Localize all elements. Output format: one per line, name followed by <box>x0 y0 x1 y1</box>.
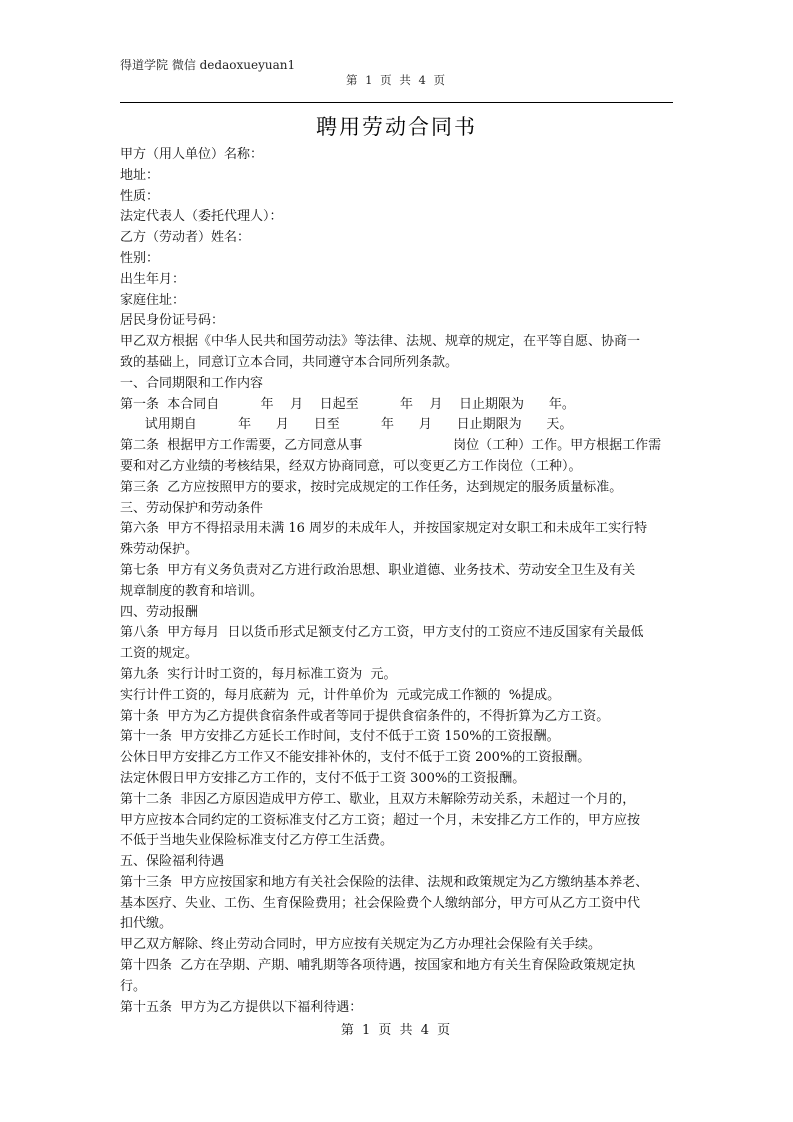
field-employee-id-number: 居民身份证号码： <box>120 313 225 329</box>
article-line: 甲乙双方解除、终止劳动合同时，甲方应按有关规定为乙方办理社会保险有关手续。 <box>120 937 602 953</box>
section-heading: 四、劳动报酬 <box>120 604 199 620</box>
article-line: 要和对乙方业绩的考核结果，经双方协商同意，可以变更乙方工作岗位（工种）。 <box>120 458 582 474</box>
field-employer-nature: 性质： <box>120 188 160 204</box>
article-line: 第九条 实行计时工资的，每月标准工资为 元。 <box>120 666 397 682</box>
article-line: 第八条 甲方每月 日以货币形式足额支付乙方工资，甲方支付的工资应不违反国家有关最低 <box>120 625 644 641</box>
document-title: 聘用劳动合同书 <box>316 115 477 139</box>
field-employee-home-address: 家庭住址： <box>120 292 186 308</box>
article-line: 第三条 乙方应按照甲方的要求，按时完成规定的工作任务，达到规定的服务质量标准。 <box>120 479 623 495</box>
article-line: 基本医疗、失业、工伤、生育保险费用；社会保险费个人缴纳部分，甲方可从乙方工资中代 <box>120 895 641 911</box>
article-line: 第十条 甲方为乙方提供食宿条件或者等同于提供食宿条件的，不得折算为乙方工资。 <box>120 708 610 724</box>
article-line: 法定休假日甲方安排乙方工作的，支付不低于工资 300%的工资报酬。 <box>120 770 526 786</box>
article-line: 第七条 甲方有义务负责对乙方进行政治思想、职业道德、业务技术、劳动安全卫生及有关 <box>120 562 636 578</box>
section-heading: 五、保险福利待遇 <box>120 854 225 870</box>
article-line: 第十四条 乙方在孕期、产期、哺乳期等各项待遇，按国家和地方有关生育保险政策规定执 <box>120 958 636 974</box>
article-line: 第二条 根据甲方工作需要，乙方同意从事 岗位（工种）工作。甲方根据工作需 <box>120 438 662 454</box>
article-line: 扣代缴。 <box>120 916 173 932</box>
document-body <box>120 145 676 1018</box>
section-heading: 三、劳动保护和劳动条件 <box>120 500 264 516</box>
page-header-indicator: 第 1 页 共 4 页 <box>346 73 447 87</box>
preamble-line: 甲乙双方根据《中华人民共和国劳动法》等法律、法规、规章的规定，在平等自愿、协商一 <box>120 334 641 350</box>
article-line: 甲方应按本合同约定的工资标准支付乙方工资；超过一个月，未安排乙方工作的，甲方应按 <box>120 812 641 828</box>
section-heading: 一、合同期限和工作内容 <box>120 375 264 391</box>
field-legal-representative: 法定代表人（委托代理人）： <box>120 209 283 225</box>
field-employee-birthdate: 出生年月： <box>120 271 186 287</box>
preamble-line: 致的基础上，同意订立本合同，共同遵守本合同所列条款。 <box>120 354 459 370</box>
article-line: 实行计件工资的，每月底薪为 元，计件单价为 元或完成工作额的 %提成。 <box>120 687 561 703</box>
article-line: 第十五条 甲方为乙方提供以下福利待遇： <box>120 999 363 1015</box>
article-line: 公休日甲方安排乙方工作又不能安排补休的，支付不低于工资 200%的工资报酬。 <box>120 750 591 766</box>
article-line: 第六条 甲方不得招录用未满 16 周岁的未成年人，并按国家规定对女职工和未成年工实行特 <box>120 521 648 537</box>
header-divider <box>120 102 673 103</box>
article-line: 第十一条 甲方安排乙方延长工作时间，支付不低于工资 150%的工资报酬。 <box>120 729 560 745</box>
article-line: 规章制度的教育和培训。 <box>120 583 264 599</box>
article-line: 第十二条 非因乙方原因造成甲方停工、歇业，且双方未解除劳动关系，未超过一个月的， <box>120 791 636 807</box>
article-line: 第一条 本合同自 年 月 日起至 年 月 日止期限为 年。 <box>120 396 575 412</box>
article-line: 试用期自 年 月 日至 年 月 日止期限为 天。 <box>120 417 573 433</box>
article-line: 第十三条 甲方应按国家和地方有关社会保险的法律、法规和政策规定为乙方缴纳基本养老、 <box>120 874 649 890</box>
page-footer-indicator: 第 1 页 共 4 页 <box>340 1023 453 1038</box>
field-employer-name: 甲方（用人单位）名称： <box>120 147 264 162</box>
article-line: 殊劳动保护。 <box>120 542 199 558</box>
field-employee-name: 乙方（劳动者）姓名： <box>120 230 251 246</box>
article-line: 工资的规定。 <box>120 646 199 662</box>
field-employee-gender: 性别： <box>120 250 160 266</box>
field-employer-address: 地址： <box>120 167 160 183</box>
article-line: 不低于当地失业保险标准支付乙方停工生活费。 <box>120 833 394 849</box>
page-header-source: 得道学院 微信 dedaoxueyuan1 <box>120 58 296 72</box>
article-line: 行。 <box>120 978 147 994</box>
